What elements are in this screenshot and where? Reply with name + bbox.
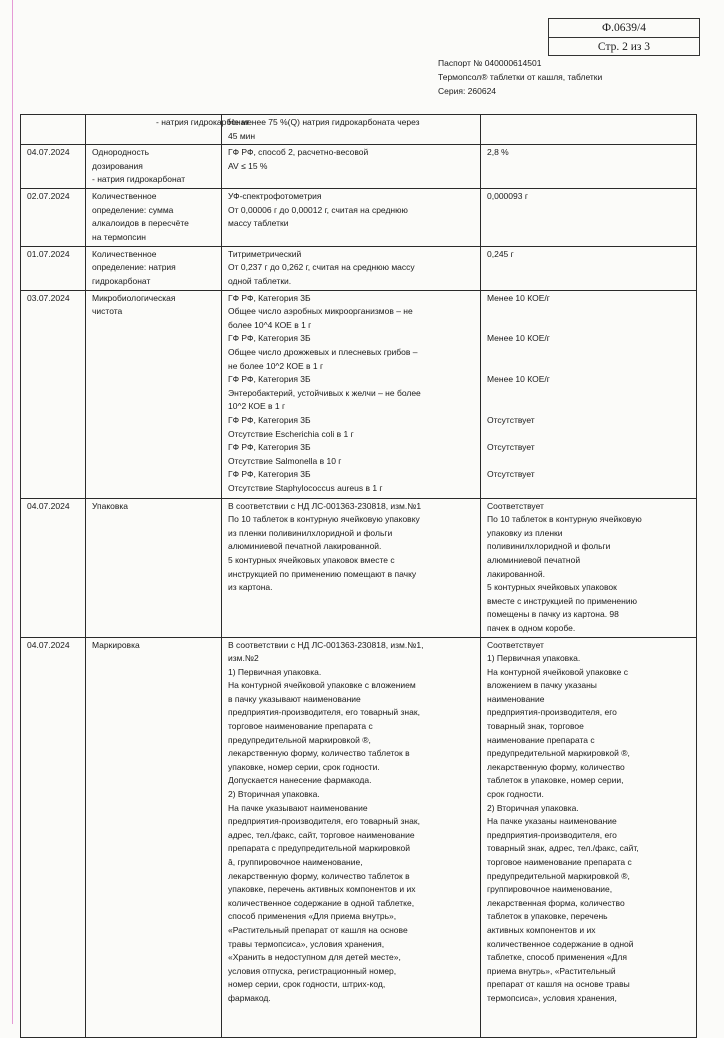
norm-cell [222, 290, 481, 498]
norm-line: «Хранить в недоступном для детей месте», [228, 952, 401, 963]
norm-line: 1) Первичная упаковка. [228, 666, 322, 677]
result-cell [481, 189, 697, 246]
result-cell [481, 290, 697, 498]
result-line [487, 319, 690, 333]
norm-line: ГФ РФ, Категория 3Б [228, 292, 311, 303]
passport-header [438, 56, 602, 98]
result-line: количественное содержание в одной [487, 938, 634, 949]
page-number: Стр. 2 из 3 [597, 41, 651, 53]
norm-line: фармакод. [228, 992, 271, 1003]
result-line [487, 455, 690, 469]
result-line [487, 428, 690, 442]
result-line: пачек в одном коробе. [487, 622, 576, 633]
date-cell: 03.07.2024 [21, 290, 86, 498]
norm-line: «Растительный препарат от кашля на основе [228, 924, 408, 935]
norm-line: 10^2 КОЕ в 1 г [228, 401, 286, 412]
result-line: На контурной ячейковой упаковке с [487, 666, 628, 677]
norm-line: Общее число дрожжевых и плесневых грибов – [228, 346, 418, 357]
table-row [21, 115, 697, 145]
table-row [21, 246, 697, 290]
norm-line: В соответствии с НД ЛС-001363-230818, изм.№1 [228, 500, 422, 511]
result-line: предупредительной маркировкой ®, [487, 748, 630, 759]
indicator-line: чистота [92, 306, 123, 317]
indicator-line: - натрия гидрокарбонат [156, 117, 250, 127]
table-row [21, 290, 697, 498]
result-line: 0,245 г [487, 248, 514, 259]
norm-line: Отсутствие Salmonella в 10 г [228, 455, 342, 466]
norm-cell [222, 246, 481, 290]
result-line: предприятия-производителя, его [487, 707, 617, 718]
indicator-line: Количественное [92, 191, 157, 202]
date-cell: 04.07.2024 [21, 145, 86, 189]
indicator-line: Однородность [92, 147, 150, 158]
indicator-line: - натрия гидрокарбонат [92, 174, 186, 185]
result-line: На пачке указаны наименование [487, 816, 617, 827]
result-cell [481, 246, 697, 290]
result-line: торговое наименование препарата с [487, 857, 632, 867]
norm-line: условия отпуска, регистрационный номер, [228, 965, 397, 976]
result-line: активных компонентов и их [487, 924, 596, 935]
norm-line: ГФ РФ, Категория 3Б [228, 374, 311, 385]
norm-line: предприятия-производителя, его товарный знак, [228, 816, 420, 827]
norm-line: Общее число аэробных микроорганизмов – не [228, 306, 413, 317]
result-line: 5 контурных ячейковых упаковок [487, 582, 617, 593]
passport-number: Паспорт № 040000614501 [438, 58, 542, 68]
norm-line: лекарственную форму, количество таблеток в [228, 748, 410, 759]
form-code-box [548, 18, 700, 56]
indicator-line: на термопсин [92, 231, 146, 242]
result-line: группировочное наименование, [487, 884, 613, 895]
norm-line: алюминиевой печатной лакированной. [228, 541, 382, 552]
norm-line: От 0,00006 г до 0,00012 г, считая на среднюю [228, 204, 408, 215]
result-line: помещены в пачку из картона. 98 [487, 609, 619, 620]
norm-cell [222, 637, 481, 1037]
indicator-cell [86, 290, 222, 498]
result-line: предприятия-производителя, его [487, 829, 617, 840]
result-line: упаковку из пленки [487, 527, 563, 538]
result-line [487, 400, 690, 414]
result-line: 1) Первичная упаковка. [487, 653, 581, 664]
result-cell [481, 498, 697, 637]
table-row [21, 498, 697, 637]
result-line: лакированной. [487, 568, 545, 579]
margin-line [12, 0, 13, 1024]
result-line: предупредительной маркировкой ®, [487, 870, 630, 881]
norm-line: упаковке, перечень активных компонентов и их [228, 884, 416, 895]
norm-line: На пачке указывают наименование [228, 802, 368, 813]
norm-line: Энтеробактерий, устойчивых к желчи – не более [228, 387, 421, 398]
result-line: наименование препарата с [487, 734, 595, 745]
norm-line: из пленки поливинилхлоридной и фольги [228, 527, 393, 538]
norm-line: в пачку указывают наименование [228, 693, 361, 704]
indicator-cell [86, 637, 222, 1037]
form-code: Ф.0639/4 [549, 19, 699, 38]
product-name: Термопсол® таблетки от кашля, таблетки [438, 72, 603, 82]
norm-cell [222, 115, 481, 145]
result-line: Менее 10 КОЕ/г [487, 374, 550, 385]
indicator-line: Микробиологическая [92, 292, 176, 303]
norm-line: AV ≤ 15 % [228, 160, 268, 171]
norm-line: ГФ РФ, способ 2, расчетно-весовой [228, 147, 369, 158]
result-line: 2) Вторичная упаковка. [487, 802, 579, 813]
result-line: препарат от кашля на основе травы [487, 979, 630, 990]
result-line: термопсиса», условия хранения, [487, 992, 617, 1003]
norm-line: 2) Вторичная упаковка. [228, 789, 320, 800]
norm-cell [222, 189, 481, 246]
norm-line: упаковке, номер серии, срок годности. [228, 761, 380, 772]
series-number: Серия: 260624 [438, 86, 497, 96]
norm-line: из картона. [228, 582, 273, 593]
table-row [21, 189, 697, 246]
result-line: Соответствует [487, 500, 544, 511]
norm-line: ГФ РФ, Категория 3Б [228, 442, 311, 453]
norm-line: адрес, тел./факс, сайт, торговое наименование [228, 829, 415, 840]
norm-line: инструкцией по применению помещают в пачку [228, 568, 417, 579]
result-line: Отсутствует [487, 442, 535, 453]
result-line [487, 387, 690, 401]
indicator-cell [86, 498, 222, 637]
result-line: 2,8 % [487, 147, 509, 158]
result-line: наименование [487, 693, 545, 704]
norm-line: Допускается нанесение фармакода. [228, 775, 372, 786]
result-line: алюминиевой печатной [487, 554, 581, 565]
norm-line: Не менее 75 %(Q) натрия гидрокарбоната через [228, 117, 420, 127]
result-line [487, 360, 690, 374]
norm-line: ГФ РФ, Категория 3Б [228, 333, 311, 344]
result-line: Менее 10 КОЕ/г [487, 292, 550, 303]
result-line: приема внутрь», «Растительный [487, 965, 616, 976]
indicator-cell [86, 246, 222, 290]
indicator-line: дозирования [92, 160, 143, 171]
result-line: 0,000093 г [487, 191, 528, 202]
indicator-line: Маркировка [92, 639, 140, 650]
norm-line: массу таблетки [228, 218, 289, 229]
result-line: Отсутствует [487, 414, 535, 425]
indicator-cell [86, 145, 222, 189]
norm-line: не более 10^2 КОЕ в 1 г [228, 360, 324, 371]
result-line: таблетке, способ применения «Для [487, 952, 627, 963]
norm-line: травы термопсиса», условия хранения, [228, 938, 385, 949]
indicator-line: алкалоидов в пересчёте [92, 218, 189, 229]
table-row [21, 637, 697, 1037]
indicator-cell [86, 189, 222, 246]
result-line: лекарственную форму, количество [487, 761, 625, 772]
date-cell [21, 115, 86, 145]
norm-line: лекарственную форму, количество таблеток в [228, 870, 410, 881]
result-cell [481, 637, 697, 1037]
result-cell [481, 115, 697, 145]
indicator-line: Упаковка [92, 500, 129, 511]
result-line: вложением в пачку указаны [487, 680, 597, 691]
norm-line: способ применения «Для приема внутрь», [228, 911, 397, 922]
date-cell: 04.07.2024 [21, 637, 86, 1037]
table-row [21, 145, 697, 189]
result-line: срок годности. [487, 789, 544, 800]
norm-line: ГФ РФ, Категория 3Б [228, 414, 311, 425]
indicator-line: определение: натрия [92, 262, 176, 273]
norm-line: Отсутствие Staphylococcus aureus в 1 г [228, 482, 383, 493]
norm-line: торговое наименование препарата с [228, 721, 373, 732]
date-cell: 04.07.2024 [21, 498, 86, 637]
result-line: По 10 таблеток в контурную ячейковую [487, 514, 642, 525]
norm-line: изм.№2 [228, 653, 259, 664]
norm-line: предприятия-производителя, его товарный знак, [228, 707, 420, 718]
norm-cell [222, 498, 481, 637]
result-line: таблеток в упаковке, номер серии, [487, 775, 624, 786]
norm-line: По 10 таблеток в контурную ячейковую упаковку [228, 514, 420, 525]
result-line: таблеток в упаковке, перечень [487, 911, 608, 922]
norm-line: На контурной ячейковой упаковке с вложением [228, 680, 416, 691]
indicator-line: определение: сумма [92, 204, 174, 215]
result-line: поливинилхлоридной и фольги [487, 541, 611, 552]
norm-line: 5 контурных ячейковых упаковок вместе с [228, 554, 395, 565]
result-line [487, 346, 690, 360]
norm-line: предупредительной маркировкой ®, [228, 734, 371, 745]
result-line [487, 305, 690, 319]
norm-line: 45 мин [228, 130, 256, 141]
norm-line: Отсутствие Escherichia coli в 1 г [228, 428, 354, 439]
result-line: вместе с инструкцией по применению [487, 595, 637, 606]
indicator-line: Количественное [92, 248, 157, 259]
result-line: товарный знак, адрес, тел./факс, сайт, [487, 843, 639, 854]
norm-line: одной таблетки. [228, 275, 292, 286]
date-cell: 01.07.2024 [21, 246, 86, 290]
result-cell [481, 145, 697, 189]
indicator-line: гидрокарбонат [92, 275, 151, 286]
norm-line: УФ-спектрофотометрия [228, 191, 322, 202]
result-line: лекарственная форма, количество [487, 897, 625, 908]
norm-line: От 0,237 г до 0,262 г, считая на среднюю массу [228, 262, 415, 273]
norm-line: Титриметрический [228, 248, 302, 259]
norm-line: более 10^4 КОЕ в 1 г [228, 319, 312, 330]
result-line: Отсутствует [487, 469, 535, 480]
norm-line: â, группировочное наименование, [228, 857, 363, 867]
result-line: Соответствует [487, 639, 544, 650]
results-table [20, 114, 697, 1038]
norm-line: В соответствии с НД ЛС-001363-230818, изм.№1, [228, 639, 424, 650]
result-line: товарный знак, торговое [487, 721, 584, 732]
date-cell: 02.07.2024 [21, 189, 86, 246]
norm-cell [222, 145, 481, 189]
norm-line: количественное содержание в одной таблетке, [228, 897, 415, 908]
norm-line: ГФ РФ, Категория 3Б [228, 469, 311, 480]
norm-line: препарата с предупредительной маркировкой [228, 843, 410, 854]
result-line: Менее 10 КОЕ/г [487, 333, 550, 344]
norm-line: номер серии, срок годности, штрих-код, [228, 979, 386, 990]
